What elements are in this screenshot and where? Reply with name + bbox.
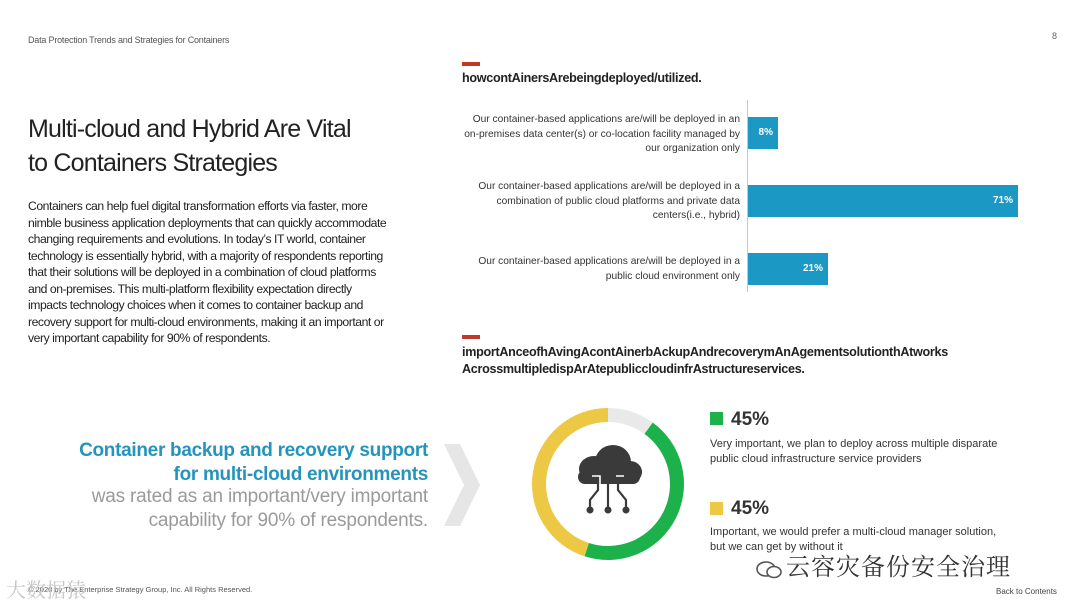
legend-value-very-important: 45% bbox=[731, 409, 770, 430]
watermark-right bbox=[756, 547, 1011, 582]
bar-3: 21% bbox=[748, 253, 828, 285]
bar-chart-title: howcontAinersArebeingdeployed/utilized. bbox=[462, 71, 702, 85]
page-title bbox=[28, 112, 408, 180]
legend-desc-important: Important, we would prefer a multi-cloud manager solution, but we can get by without it bbox=[710, 526, 997, 553]
legend-swatch-important bbox=[710, 502, 723, 515]
callout-highlight-line2: for multi-cloud environments bbox=[173, 464, 428, 485]
donut-slice-3 bbox=[608, 415, 649, 428]
wechat-icon bbox=[756, 559, 782, 579]
bar-2: 71% bbox=[748, 185, 1018, 217]
donut-slice-1 bbox=[587, 428, 677, 553]
bar-1: 8% bbox=[748, 117, 778, 149]
legend-desc-very-important: Very important, we plan to deploy across multiple disparate public cloud infrastructure service providers bbox=[710, 438, 998, 465]
chevron-right-icon bbox=[440, 442, 482, 528]
bar-label-3: Our container-based applications are/will be deployed in a public cloud environment only bbox=[478, 256, 740, 282]
back-to-contents-link[interactable]: Back to Contents bbox=[996, 587, 1057, 596]
donut-title-line1: importAnceofhAvingAcontAinerbAckupAndrecoverymAnAgementsolutionthAtworks bbox=[462, 345, 948, 359]
page-title-line1: Multi-cloud and Hybrid Are Vital bbox=[28, 115, 351, 143]
document-header-title: Data Protection Trends and Strategies for Containers bbox=[28, 35, 230, 45]
donut-title-line2: AcrossmultipledispArAtepubliccloudinfrAstructureservices. bbox=[462, 362, 805, 376]
callout-highlight bbox=[60, 439, 428, 487]
callout-text-line1: was rated as an important/very important bbox=[91, 486, 428, 507]
watermark-left: 大数据猿 bbox=[6, 580, 86, 602]
copyright-text: © 2020 by The Enterprise Strategy Group, Inc. All Rights Reserved. bbox=[28, 585, 253, 594]
donut-chart bbox=[528, 404, 688, 564]
callout-highlight-line1: Container backup and recovery support bbox=[79, 440, 428, 461]
callout-text bbox=[40, 485, 428, 533]
bar-label-2: Our container-based applications are/will be deployed in a combination of public cloud platforms and private data centers(i.e., hybrid) bbox=[478, 181, 740, 221]
page-number: 8 bbox=[1052, 31, 1058, 41]
donut-chart-title bbox=[462, 344, 948, 378]
legend-swatch-very-important bbox=[710, 412, 723, 425]
body-paragraph: Containers can help fuel digital transformation efforts via faster, more nimble business application deployments that can quickly accommodate changing requirements and evolutions. In today’s IT world, container technology is essentially hybrid, with a majority of respondents reporting that their solutions will be deployed in a combination of cloud platforms and on-premises. This multi-platform flexibility expectation directly impacts technology choices when it comes to container backup and recovery support for multi-cloud environments, making it an important or very important capability for 90% of respondents. bbox=[28, 199, 387, 345]
bar-label-1: Our container-based applications are/will be deployed in an on-premises data center(s) or co-location facility managed by our organization only bbox=[464, 114, 740, 154]
cloud-network-icon bbox=[578, 445, 642, 514]
legend-value-important: 45% bbox=[731, 498, 770, 519]
page-title-line2: to Containers Strategies bbox=[28, 149, 278, 177]
watermark-right-text: 云容灾备份安全治理 bbox=[786, 554, 1011, 581]
callout-text-line2: capability for 90% of respondents. bbox=[148, 510, 428, 531]
section-accent-bar-2 bbox=[462, 335, 480, 339]
section-accent-bar bbox=[462, 62, 480, 66]
